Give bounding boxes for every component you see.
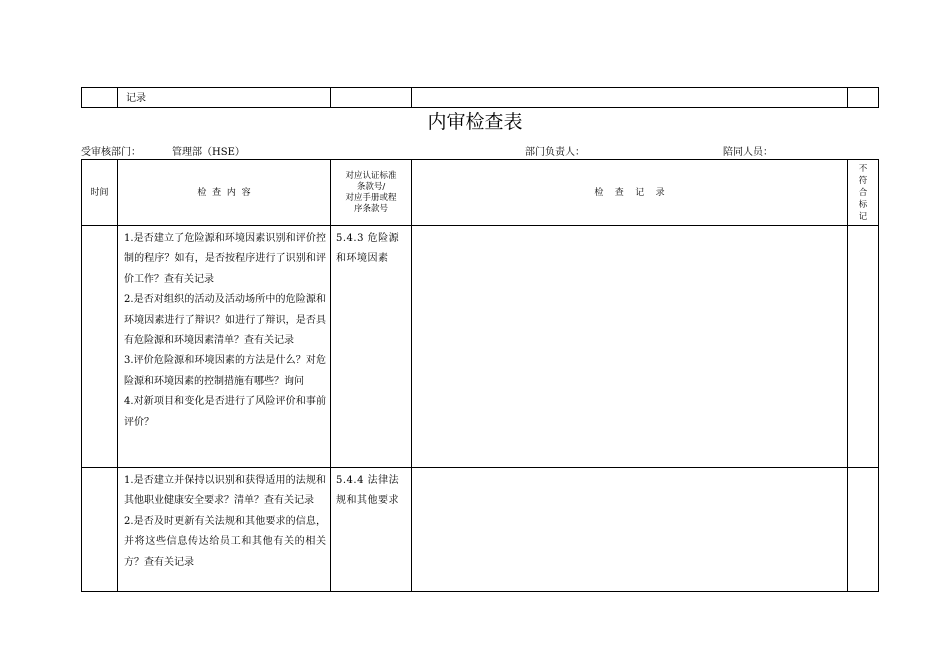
header-row (82, 160, 879, 226)
header-content: 检 查 内 容 (118, 160, 331, 226)
table-row (82, 468, 879, 592)
content-cell (118, 226, 331, 468)
record-cell (412, 226, 848, 468)
header-nonconform-char: 不 (858, 163, 868, 174)
header-standard-line: 对应认证标准 (345, 170, 397, 181)
standard-cell (331, 88, 412, 108)
header-nonconform-char: 标 (858, 199, 868, 210)
time-cell (82, 88, 118, 108)
record-cell (412, 88, 848, 108)
content-cell (118, 468, 331, 592)
header-record: 检 查 记 录 (412, 160, 848, 226)
table-row (82, 88, 879, 108)
header-nonconform-char: 符 (858, 175, 868, 186)
header-nonconform-char: 记 (858, 211, 868, 222)
time-cell (82, 468, 118, 592)
standard-cell (331, 468, 412, 592)
dept-label: 受审核部门： (81, 147, 141, 158)
header-nonconform-char: 合 (858, 187, 868, 198)
header-time: 时间 (82, 160, 118, 226)
standard-cell (331, 226, 412, 468)
audit-checklist-table (81, 159, 879, 592)
nonconform-cell (848, 88, 879, 108)
dept-value: 管理部（HSE） (172, 147, 245, 158)
content-cell (118, 88, 331, 108)
table-row (82, 226, 879, 468)
page-title: 内审检查表 (427, 111, 523, 133)
dept-head-label: 部门负责人： (525, 147, 585, 158)
record-cell (412, 468, 848, 592)
check-content: 1.是否建立并保持以识别和获得适用的法规和其他职业健康安全要求？清单？查有关记录 2.是否及时更新有关法规和其他要求的信息，并将这些信息传达给员工和其他有关的相关方？查有关记录 (124, 475, 326, 568)
header-standard-line: 条款号/ (356, 181, 386, 192)
previous-table-fragment (81, 87, 879, 108)
standard-clause: 5.4.4 法律法规和其他要求 (336, 475, 400, 507)
check-content: 1.是否建立了危险源和环境因素识别和评价控制的程序？如有，是否按程序进行了识别和评价工作？查有关记录 2.是否对组织的活动及活动场所中的危险源和环境因素进行了辩识？如进行了辩识，是否具有危险源和环境因素清单？查有关记录 3.评价危险源和环境因素的方法是什么？对危险源和环境因素的控制措施有哪些？询问 4.对新项目和变化是否进行了风险评价和事前评价？ (124, 233, 326, 428)
time-cell (82, 226, 118, 468)
nonconform-cell (848, 226, 879, 468)
nonconform-cell (848, 468, 879, 592)
header-nonconform (848, 160, 879, 226)
header-standard-line: 对应手册或程 (345, 192, 397, 203)
header-standard-line: 序条款号 (353, 203, 388, 214)
standard-clause: 5.4.3 危险源和环境因素 (336, 233, 400, 265)
header-standard (331, 160, 412, 226)
content-tail-text: 记录 (126, 93, 146, 104)
escort-label: 陪同人员： (723, 147, 773, 158)
